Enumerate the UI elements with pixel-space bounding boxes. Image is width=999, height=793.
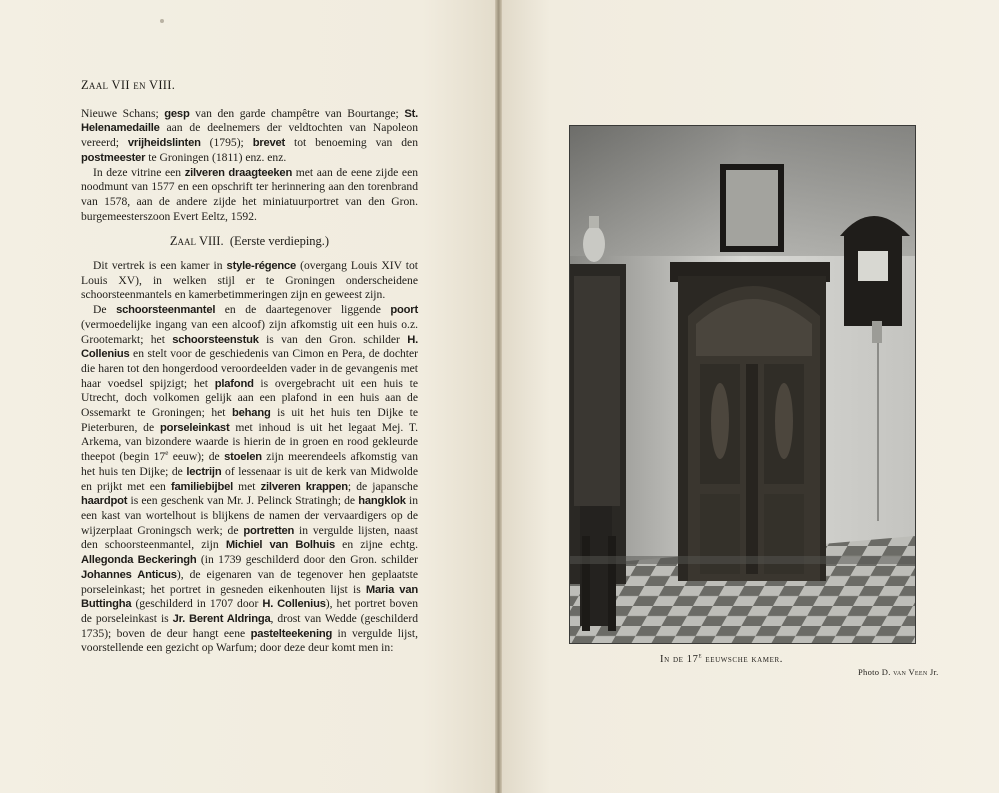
section-heading: Zaal VII en VIII. (81, 78, 176, 92)
book-gutter (495, 0, 502, 793)
subheading: Zaal VIII. (Eerste verdieping.) (169, 234, 330, 249)
paragraph-4: De schoorsteenmantel en de daartegenover liggende poort (vermoedelijke ingang van een alcoof) zijn afkomstig uit een huis o.z. Grootemarkt; het schoorsteenstuk is van den Gron. schilder H. Collenius en stelt voor de geschiedenis van Cimon en Pera, de dochter die haren tot den hongerdood veroordeelden vader in de gevangenis met haar voedsel spijzigt; het plafond is overgebracht uit een huis te Utrecht, doch volkomen gelijk aan een plafond in een huis aan de Ossemarkt te Groningen; het behang is uit het huis ten Dijke te Pieterburen, de porseleinkast met inhoud is uit het legaat Mej. T. Arkema, van bizondere waarde is hierin de in groen en rood gekleurde theepot (begin 17e eeuw); de stoelen zijn meerendeels afkomstig van het huis ten Dijke; de lectrijn of lessenaar is uit de kerk van Midwolde en prijkt met een familiebijbel met zilveren krappen; de japansche haardpot is een geschenk van Mr. J. Pelinck Stratingh; de hangklok in een kast van wortelhout is blijkens de namen der vervaardigers op de wijzerplaat Groningsch werk; de portretten in vergulde lijsten, naast den schoorsteenmantel, zijn Michiel van Bolhuis en zijne echtg. Allegonda Beckeringh (in 1739 geschilderd door den Gron. schilder Johannes Anticus), de eigenaren van de tegenover hen geplaatste porseleinkast; het portret in gesneden eikenhouten lijst is Maria van Buttingha (geschilderd in 1707 door H. Collenius), het portret boven de porseleinkast is Jr. Berent Aldringa, drost van Wedde (geschilderd 1735); boven de deur hangt eene pastelteekening in vergulde lijst, voorstellende een gezicht op Warfum; door deze deur komt men in: (81, 303, 419, 655)
paragraph-2: In deze vitrine een zilveren draagteeken met aan de eene zijde een noodmunt van 1577 en een opschrift ter herinnering aan den torenbrand van 1578, aan de andere zijde het miniatuurportret van den Gron. burgemeesterszoon Evert Eeltz, 1592. (81, 165, 419, 223)
left-text-block (81, 78, 418, 656)
page-spot-mark (160, 19, 164, 23)
photo-caption: In de 17e eeuwsche kamer. (660, 651, 783, 665)
paragraph-1: Nieuwe Schans; gesp van den garde champêtre van Bourtange; St. Helenamedaille aan de deelnemers der veldtochten van Napoleon vereerd; vrijheidslinten (1795); brevet tot benoeming van den postmeester te Groningen (1811) enz. enz. (81, 106, 419, 164)
photo-credit: Photo D. van Veen Jr. (858, 667, 939, 677)
paragraph-3: Dit vertrek is een kamer in style-régence (overgang Louis XIV tot Louis XV), in welken stijl er te Groningen onderscheidene schoorsteenmantels en kamerbetimmeringen zijn en geweest zijn. (81, 259, 418, 302)
photo-door-interior (569, 125, 916, 644)
